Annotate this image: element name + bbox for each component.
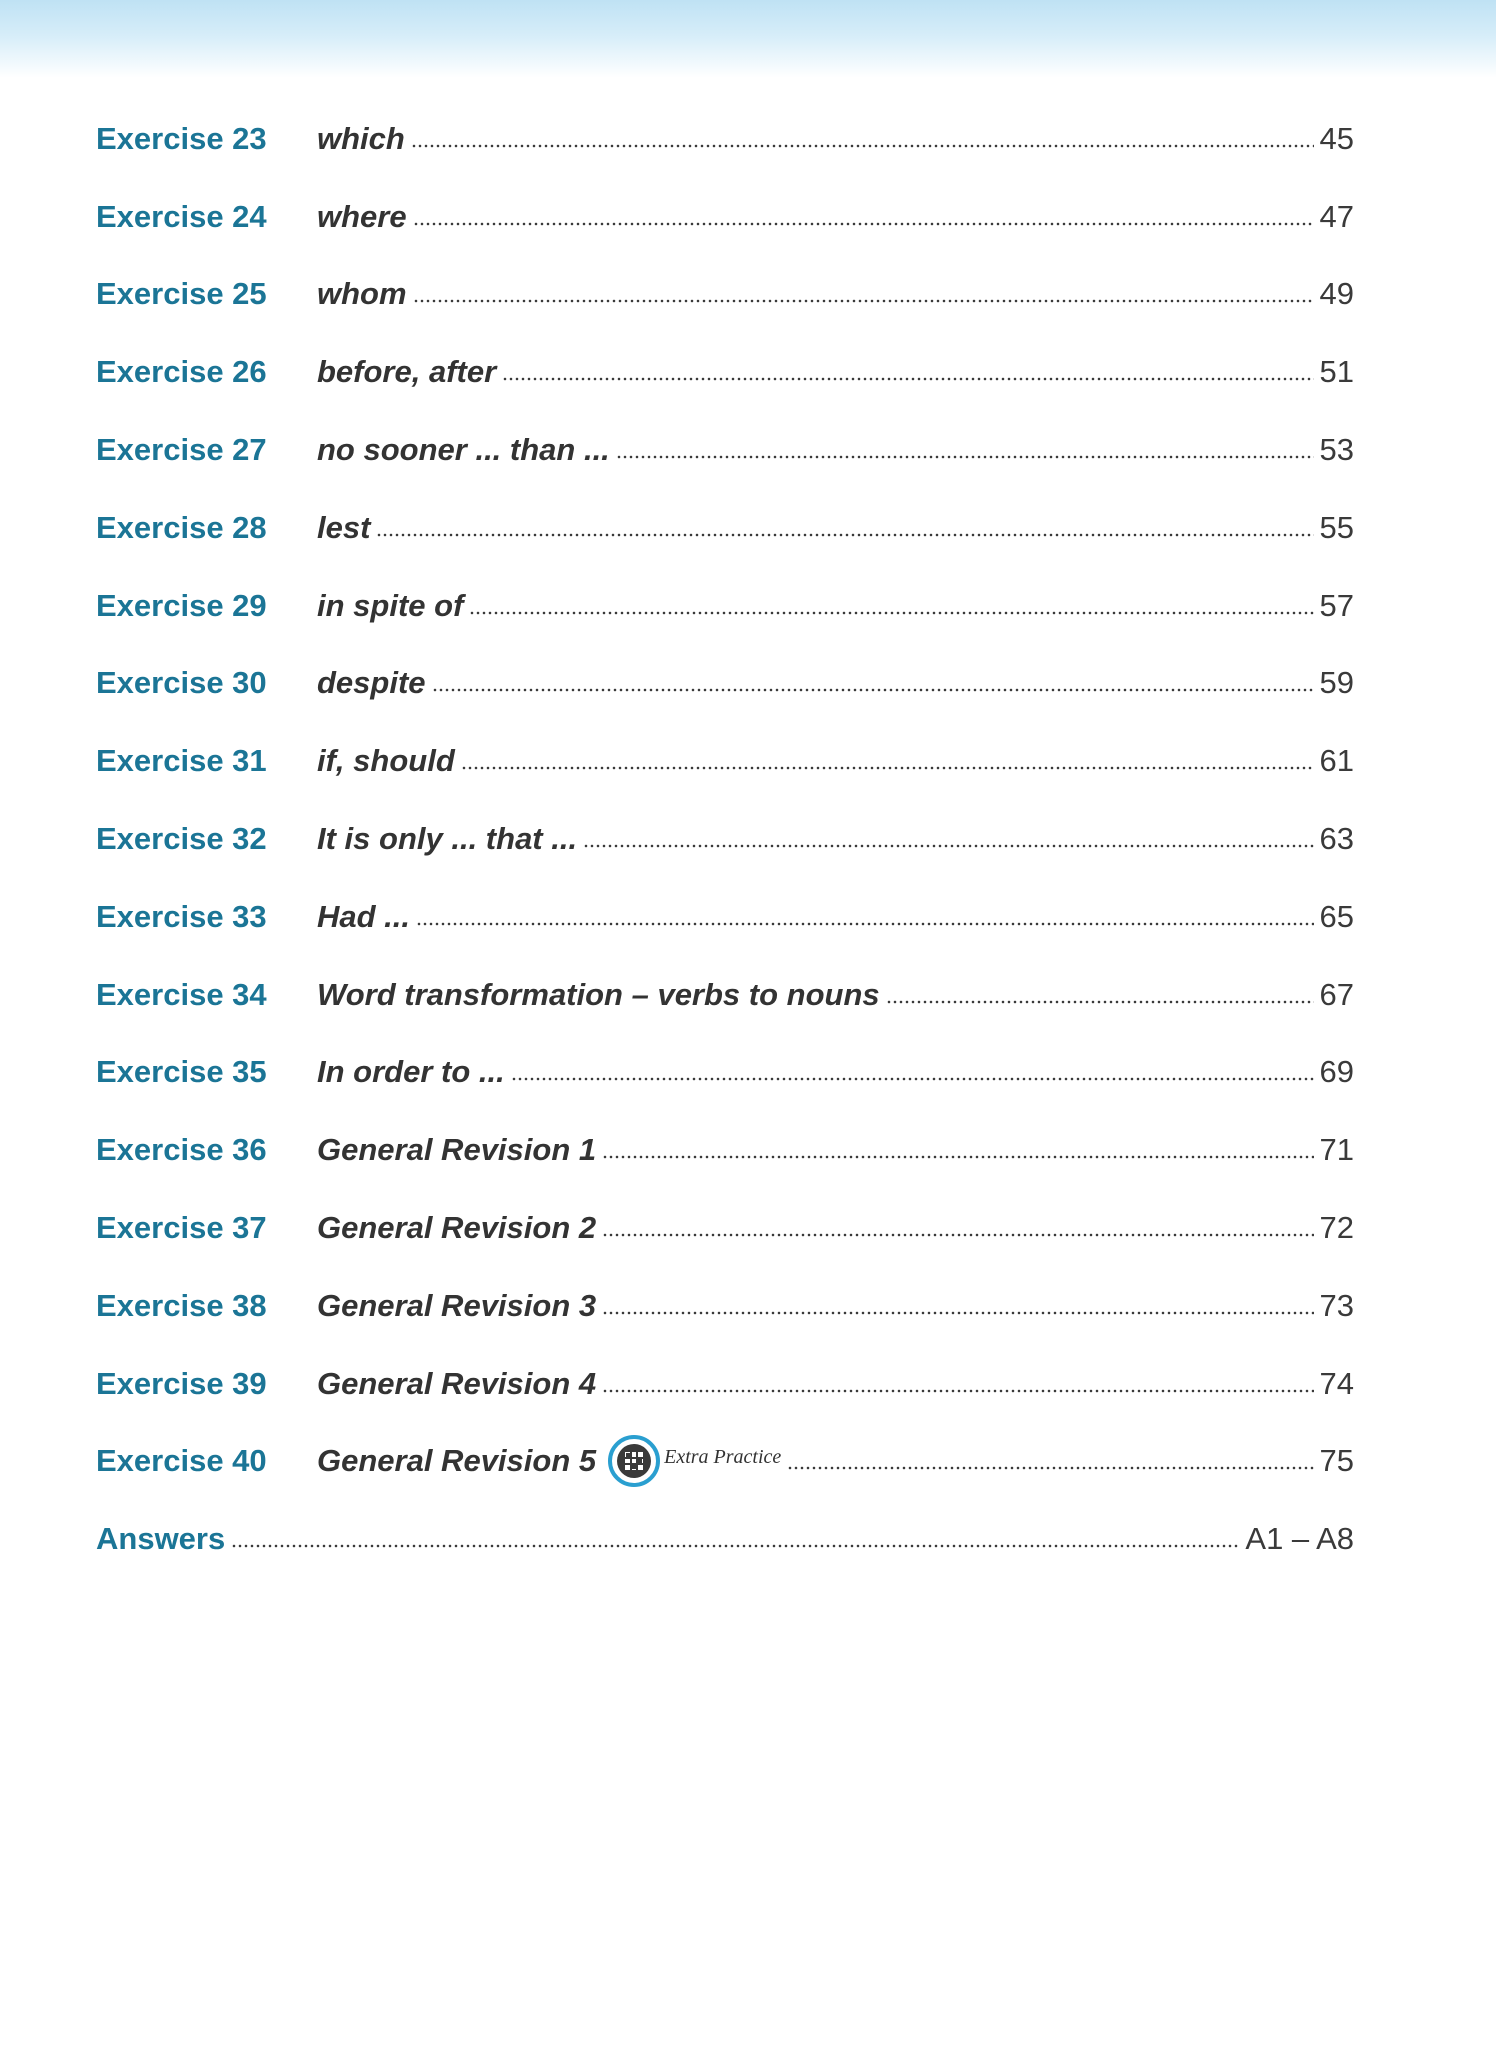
toc-row-exercise-34[interactable] <box>96 956 1354 1034</box>
toc-row-exercise-37[interactable] <box>96 1189 1354 1267</box>
topic-title: lest <box>317 509 371 545</box>
exercise-label: Exercise 24 <box>96 198 267 234</box>
exercise-label: Exercise 28 <box>96 509 267 545</box>
toc-row-exercise-24[interactable] <box>96 178 1354 256</box>
topic-title: General Revision 5 <box>317 1443 597 1479</box>
toc-row-exercise-27[interactable] <box>96 411 1354 489</box>
page-number: 63 <box>1319 821 1354 857</box>
extra-practice-badge-icon <box>608 1435 660 1487</box>
dot-leader <box>502 377 1313 381</box>
exercise-label: Exercise 25 <box>96 276 267 312</box>
exercise-label: Exercise 27 <box>96 432 267 468</box>
dot-leader <box>411 144 1314 148</box>
topic-title: in spite of <box>317 587 464 623</box>
exercise-label: Exercise 26 <box>96 354 267 390</box>
dot-leader <box>469 611 1313 615</box>
exercise-label: Exercise 31 <box>96 743 267 779</box>
dot-leader <box>416 922 1314 926</box>
page-number: 73 <box>1319 1287 1354 1323</box>
dot-leader <box>413 299 1314 303</box>
toc-row-exercise-35[interactable] <box>96 1034 1354 1112</box>
dot-leader <box>376 533 1313 537</box>
page-number: 47 <box>1319 198 1354 234</box>
page-number: 59 <box>1319 665 1354 701</box>
answers-label: Answers <box>96 1521 226 1557</box>
page-number: 57 <box>1319 587 1354 623</box>
page-number: 61 <box>1319 743 1354 779</box>
topic-title: General Revision 3 <box>317 1287 597 1323</box>
exercise-label: Exercise 40 <box>96 1443 267 1479</box>
exercise-label: Exercise 30 <box>96 665 267 701</box>
dot-leader <box>602 1389 1313 1393</box>
dot-leader <box>461 766 1314 770</box>
exercise-label: Exercise 32 <box>96 821 267 857</box>
exercise-label: Exercise 36 <box>96 1132 267 1168</box>
toc-row-exercise-23[interactable] <box>96 100 1354 178</box>
exercise-label: Exercise 37 <box>96 1210 267 1246</box>
page-number: 71 <box>1319 1132 1354 1168</box>
exercise-label: Exercise 35 <box>96 1054 267 1090</box>
toc-row-exercise-28[interactable] <box>96 489 1354 567</box>
toc-row-exercise-29[interactable] <box>96 567 1354 645</box>
dot-leader <box>511 1077 1314 1081</box>
dot-leader <box>886 1000 1314 1004</box>
topic-title: if, should <box>317 743 455 779</box>
toc-row-exercise-32[interactable] <box>96 800 1354 878</box>
toc-row-exercise-25[interactable] <box>96 256 1354 334</box>
dot-leader <box>231 1544 1239 1548</box>
toc-row-exercise-31[interactable] <box>96 722 1354 800</box>
extra-practice-marker <box>608 1435 781 1487</box>
topic-title: despite <box>317 665 426 701</box>
exercise-label: Exercise 33 <box>96 898 267 934</box>
answers-page-range: A1 – A8 <box>1245 1521 1354 1557</box>
toc-row-exercise-39[interactable] <box>96 1345 1354 1423</box>
toc-row-exercise-30[interactable] <box>96 645 1354 723</box>
topic-title: before, after <box>317 354 497 390</box>
extra-practice-label: Extra Practice <box>664 1445 782 1468</box>
page-number: 69 <box>1319 1054 1354 1090</box>
topic-title: Had ... <box>317 898 411 934</box>
header-band <box>0 0 1496 78</box>
page-number: 74 <box>1319 1365 1354 1401</box>
topic-title: General Revision 2 <box>317 1210 597 1246</box>
dot-leader <box>583 844 1313 848</box>
topic-title: Word transformation – verbs to nouns <box>317 976 880 1012</box>
page-number: 53 <box>1319 432 1354 468</box>
toc-row-exercise-36[interactable] <box>96 1111 1354 1189</box>
dot-leader <box>602 1311 1313 1315</box>
exercise-label: Exercise 34 <box>96 976 267 1012</box>
toc-row-exercise-26[interactable] <box>96 333 1354 411</box>
page-number: 55 <box>1319 509 1354 545</box>
exercise-label: Exercise 23 <box>96 120 267 156</box>
topic-title: General Revision 4 <box>317 1365 597 1401</box>
dot-leader <box>602 1233 1313 1237</box>
topic-title: It is only ... that ... <box>317 821 578 857</box>
exercise-label: Exercise 38 <box>96 1287 267 1323</box>
exercise-label: Exercise 39 <box>96 1365 267 1401</box>
page-number: 45 <box>1319 120 1354 156</box>
page-number: 65 <box>1319 898 1354 934</box>
toc-row-exercise-38[interactable] <box>96 1267 1354 1345</box>
dot-leader <box>602 1155 1313 1159</box>
topic-title: where <box>317 198 407 234</box>
page-number: 49 <box>1319 276 1354 312</box>
dot-leader <box>413 222 1314 226</box>
topic-title: General Revision 1 <box>317 1132 597 1168</box>
dot-leader <box>787 1466 1313 1470</box>
toc-row-answers[interactable] <box>96 1500 1354 1578</box>
toc-row-exercise-40[interactable] <box>96 1423 1354 1501</box>
topic-title: which <box>317 120 405 156</box>
exercise-label: Exercise 29 <box>96 587 267 623</box>
page-number: 75 <box>1319 1443 1354 1479</box>
dot-leader <box>432 688 1314 692</box>
table-of-contents <box>96 100 1354 1578</box>
topic-title: In order to ... <box>317 1054 505 1090</box>
page-number: 51 <box>1319 354 1354 390</box>
topic-title: no sooner ... than ... <box>317 432 610 468</box>
topic-title: whom <box>317 276 407 312</box>
toc-row-exercise-33[interactable] <box>96 878 1354 956</box>
dot-leader <box>616 455 1314 459</box>
page-number: 67 <box>1319 976 1354 1012</box>
page-number: 72 <box>1319 1210 1354 1246</box>
